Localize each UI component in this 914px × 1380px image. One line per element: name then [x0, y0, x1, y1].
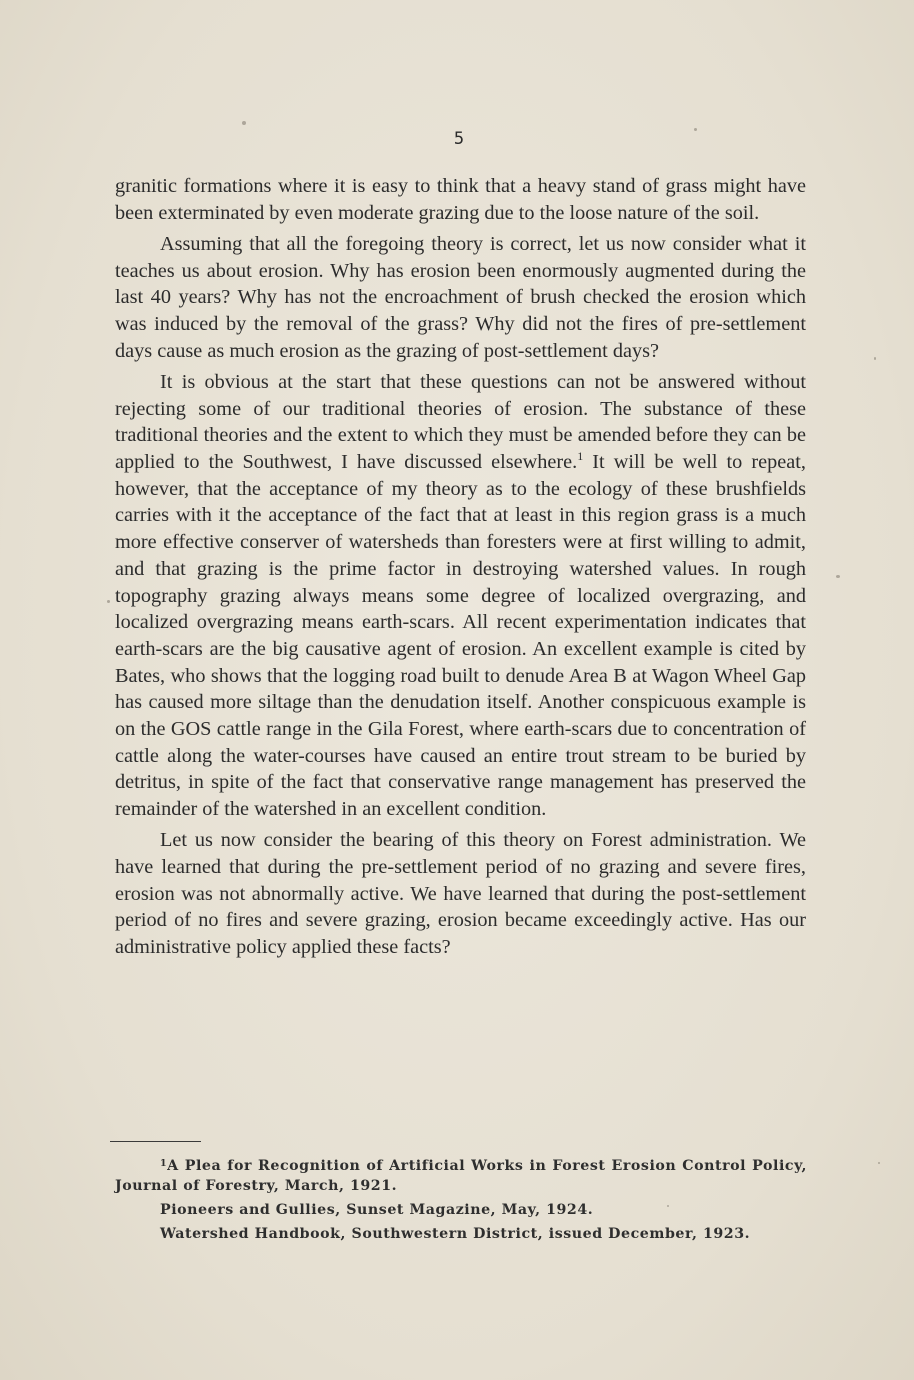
paper-speck: [694, 128, 697, 131]
paper-speck: [874, 357, 876, 360]
paper-speck: [878, 1162, 880, 1164]
paper-speck: [667, 1205, 669, 1207]
paragraph-3: [115, 369, 806, 823]
footnote-1: [115, 1154, 807, 1196]
paper-speck: [242, 121, 246, 125]
footnote-divider: [110, 1141, 201, 1142]
footnote-2: Pioneers and Gullies, Sunset Magazine, May, 1924.: [160, 1202, 594, 1218]
footnote-mark: 1: [160, 1158, 168, 1169]
paper-speck: [107, 600, 110, 603]
paragraph-1: granitic formations where it is easy to think that a heavy stand of grass might have been exterminated by even moderate grazing due to the loose nature of the soil.: [115, 175, 806, 224]
body-text: [115, 173, 806, 965]
paragraph-3-rest: It will be well to repeat, however, that the acceptance of my theory as to the ecology of these brushfields carries with it the acceptance of the fact that at least in this region grass is a much more effective conserver of watersheds than foresters were at first willing to admit, and that grazing is the prime factor in destroying watershed values. In rough topography grazing always means some degree of localized overgrazing, and localized overgrazing means earth-scars. All recent experimentation indicates that earth-scars are the big causative agent of erosion. An excellent example is cited by Bates, who shows that the logging road built to denude Area B at Wagon Wheel Gap has caused more siltage than the denudation itself. Another conspicuous example is on the GOS cattle range in the Gila Forest, where earth-scars due to concentration of cattle along the water-courses have caused an entire trout stream to be buried by detritus, in spite of the fact that conservative range management has preserved the remainder of the watershed in an excellent condition.: [115, 451, 806, 821]
footnote-reference: 1: [577, 449, 584, 464]
footnotes: [115, 1154, 807, 1248]
paragraph-3-lead: It is obvious at the start that these questions can not be answered without rejecting some of our traditional theories of erosion. The substance of these traditional theories and the extent to which they must be amended before they can be applied to the Southwest, I have discussed elsewhere.: [115, 370, 806, 474]
paper-speck: [836, 575, 840, 578]
paragraph-2: Assuming that all the foregoing theory is correct, let us now consider what it teaches us about erosion. Why has erosion been enormously augmented during the last 40 years? Why has not the encroachment of brush checked the erosion which was induced by the removal of the grass? Why did not the fires of pre-settlement days cause as much erosion as the grazing of post-settlement days?: [115, 232, 806, 362]
paragraph-4: Let us now consider the bearing of this theory on Forest administration. We have learned that during the pre-settlement period of no grazing and severe fires, erosion was not abnormally active. We have learned that during the post-settlement period of no fires and severe grazing, erosion became exceedingly active. Has our administrative policy applied these facts?: [115, 829, 806, 959]
footnote-1-text: A Plea for Recognition of Artificial Works in Forest Erosion Control Policy, Journal of Forestry, March, 1921.: [115, 1158, 807, 1194]
page-number: 5: [453, 129, 465, 149]
footnote-3: Watershed Handbook, Southwestern District, issued December, 1923.: [160, 1226, 751, 1242]
